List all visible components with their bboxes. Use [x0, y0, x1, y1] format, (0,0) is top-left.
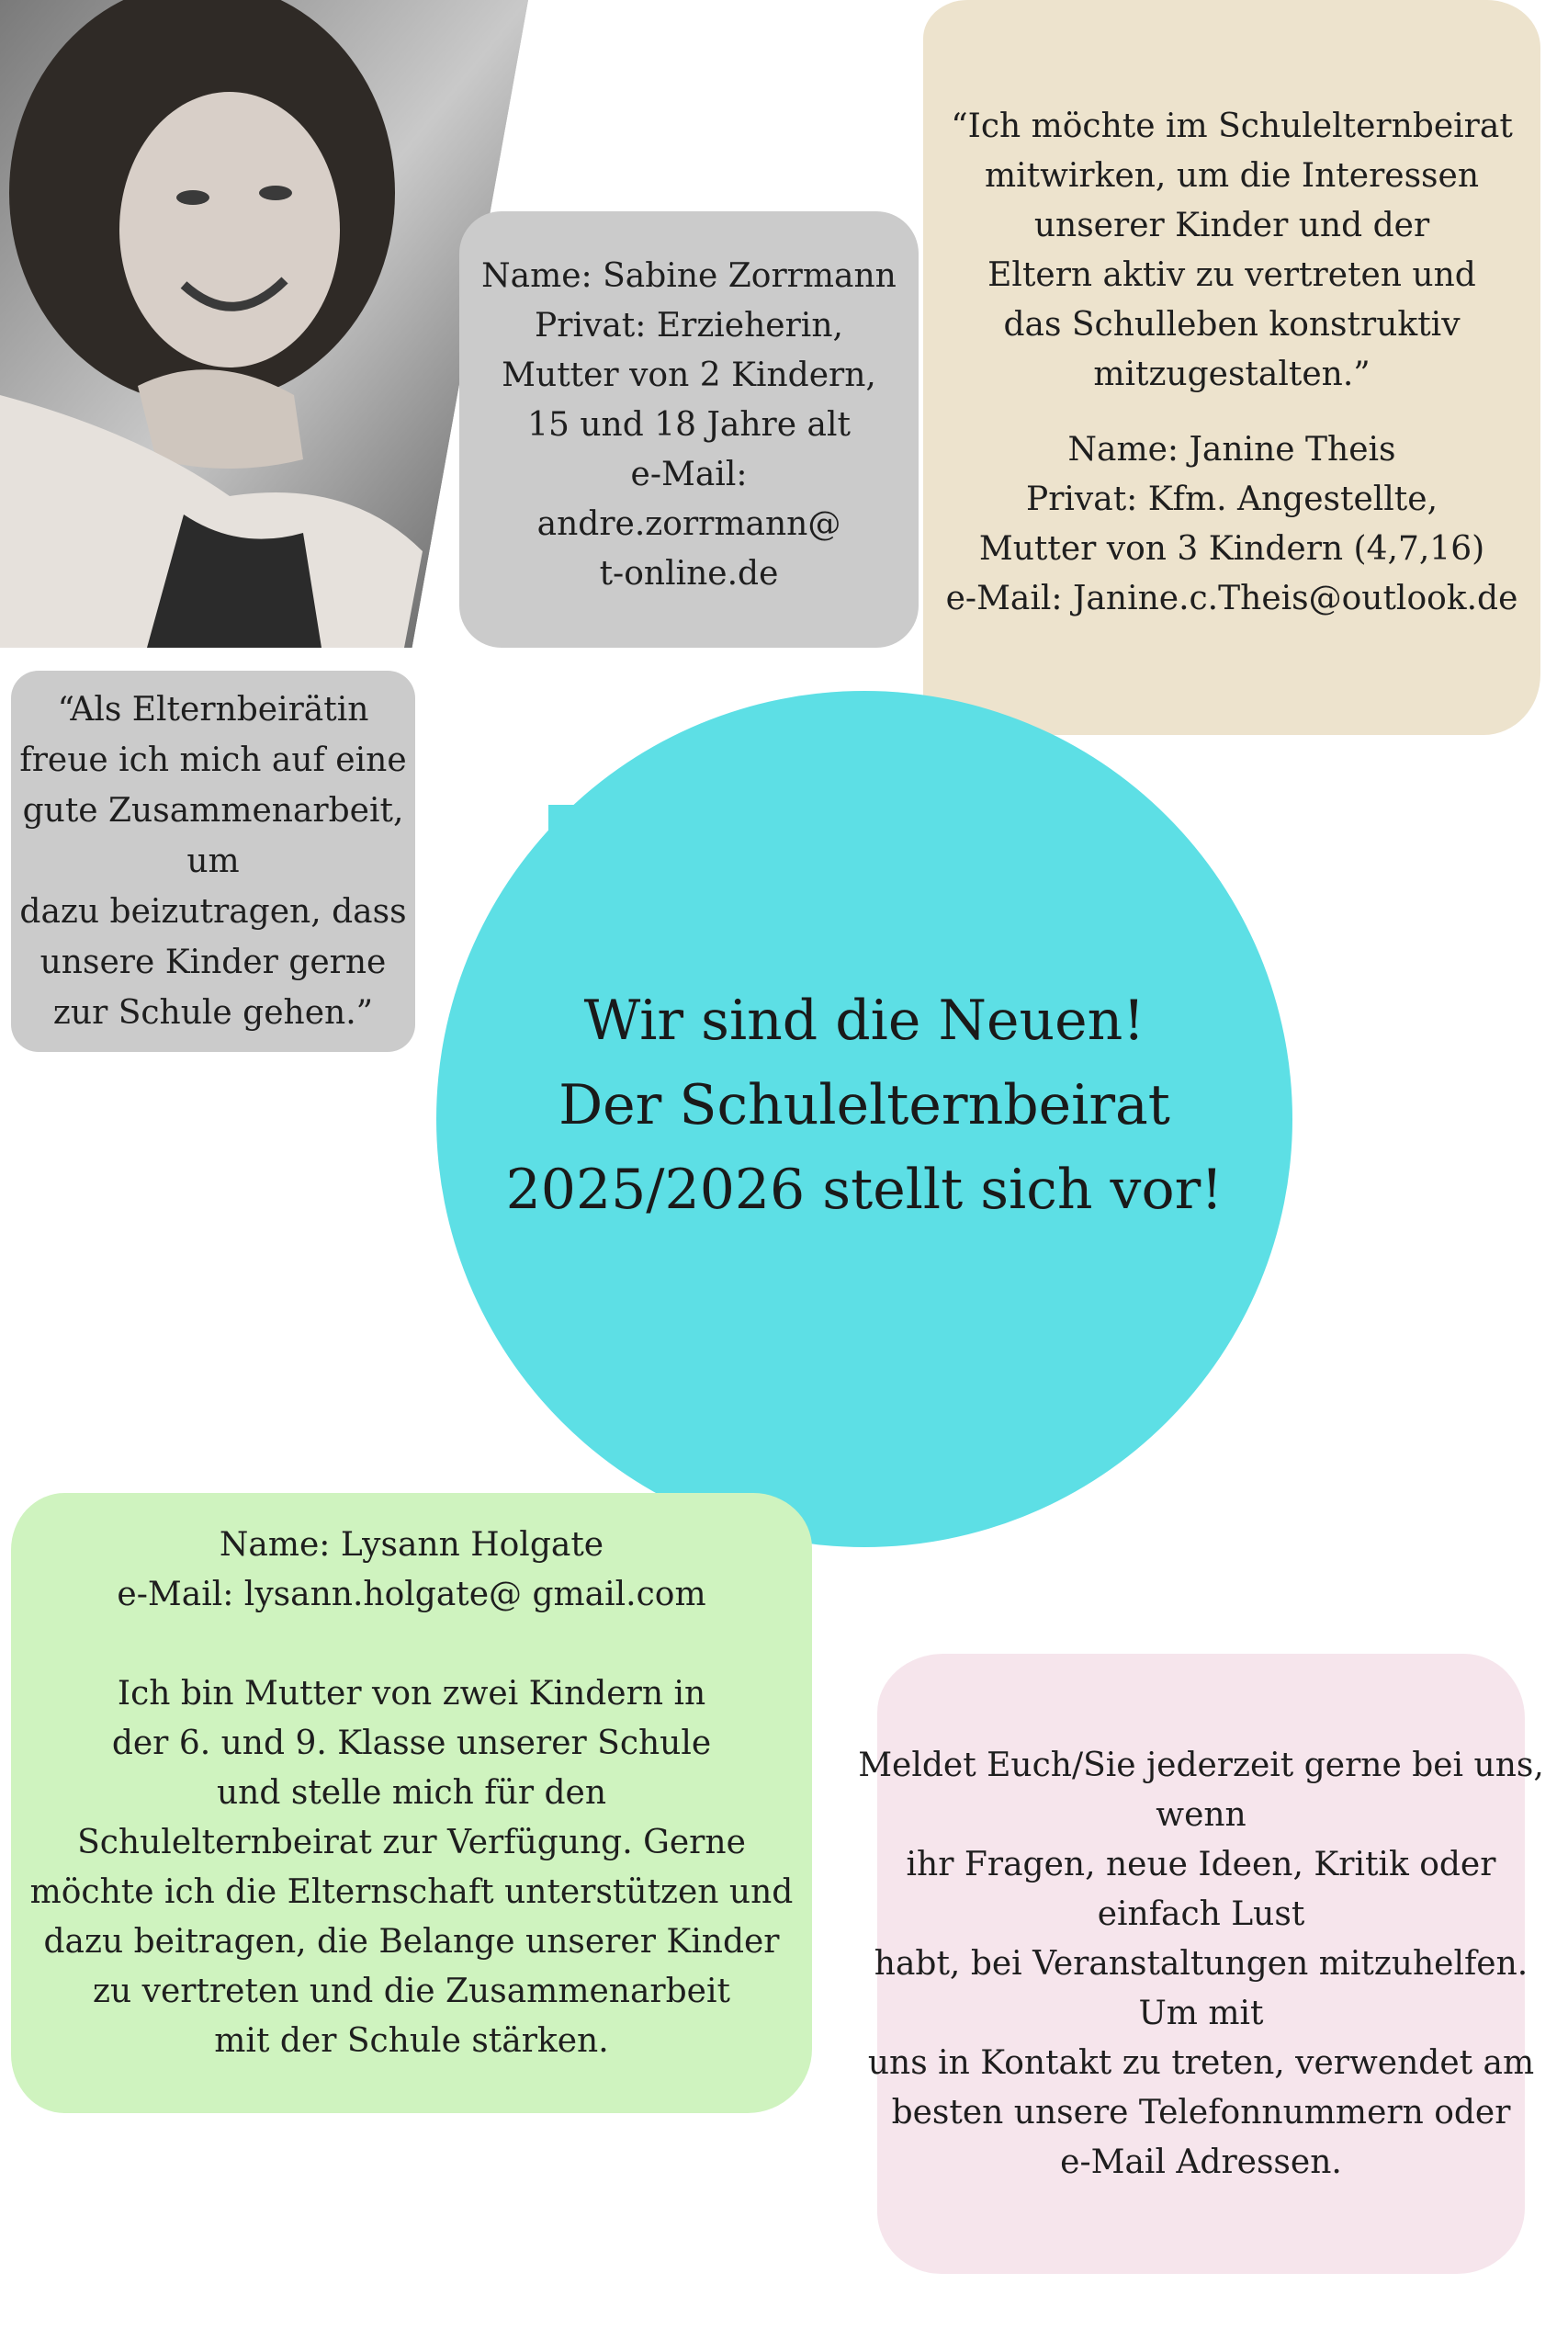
- quote-line: unsere Kinder gerne: [39, 944, 387, 981]
- sabine-email-part2: t-online.de: [599, 554, 779, 593]
- title-line-3: 2025/2026 stellt sich vor!: [505, 1158, 1224, 1222]
- lysann-text-line: Ich bin Mutter von zwei Kindern in: [117, 1675, 706, 1713]
- sabine-children: Mutter von 2 Kindern,: [502, 356, 876, 394]
- contact-line: Um mit: [1138, 1994, 1264, 2032]
- lysann-text-line: zu vertreten und die Zusammenarbeit: [93, 1973, 730, 2010]
- elternbeiraetin-quote-card: [11, 671, 415, 1052]
- portrait-illustration: [0, 0, 528, 648]
- title-line-2: Der Schulelternbeirat: [558, 1073, 1170, 1137]
- lysann-info-card: [11, 1493, 812, 2113]
- sabine-email-label: e-Mail:: [630, 455, 748, 493]
- sabine-occupation: Privat: Erzieherin,: [535, 306, 843, 345]
- page-title: [436, 978, 1292, 1232]
- portrait-photo: [0, 0, 528, 648]
- sabine-info-card: [459, 211, 919, 648]
- janine-quote-line: mitzugestalten.”: [1093, 356, 1371, 393]
- lysann-name: Name: Lysann Holgate: [219, 1526, 604, 1564]
- contact-line: e-Mail Adressen.: [1060, 2143, 1342, 2181]
- sabine-children-ages: 15 und 18 Jahre alt: [527, 405, 851, 444]
- lysann-text-line: der 6. und 9. Klasse unserer Schule: [111, 1724, 712, 1762]
- janine-quote-line: das Schulleben konstruktiv: [1003, 306, 1461, 344]
- janine-name: Name: Janine Theis: [1067, 431, 1396, 469]
- janine-occupation: Privat: Kfm. Angestellte,: [1025, 481, 1438, 518]
- title-line-1: Wir sind die Neuen!: [583, 989, 1145, 1053]
- contact-line: ihr Fragen, neue Ideen, Kritik oder: [906, 1845, 1496, 1883]
- lysann-text-line: möchte ich die Elternschaft unterstützen und: [29, 1873, 794, 1911]
- quote-line: um: [186, 842, 240, 880]
- janine-quote-line: “Ich möchte im Schulelternbeirat: [951, 107, 1513, 145]
- quote-line: gute Zusammenarbeit,: [22, 792, 404, 830]
- contact-line: uns in Kontakt zu treten, verwendet am: [867, 2043, 1535, 2082]
- janine-info-card: [923, 0, 1540, 735]
- lysann-text-line: dazu beitragen, die Belange unserer Kinder: [43, 1923, 780, 1961]
- lysann-text-line: und stelle mich für den: [216, 1774, 607, 1812]
- contact-line: wenn: [1156, 1795, 1247, 1834]
- quote-line: dazu beizutragen, dass: [19, 893, 407, 931]
- janine-email[interactable]: e-Mail: Janine.c.Theis@outlook.de: [945, 580, 1518, 617]
- quote-line: “Als Elternbeirätin: [57, 691, 369, 729]
- contact-line: einfach Lust: [1097, 1894, 1305, 1933]
- circle-decoration: [548, 805, 576, 832]
- janine-children: Mutter von 3 Kindern (4,7,16): [978, 530, 1485, 568]
- janine-quote-line: unserer Kinder und der: [1033, 207, 1430, 244]
- sabine-email-part1: andre.zorrmann@: [536, 504, 841, 543]
- contact-invitation-card: [858, 1654, 1544, 2274]
- janine-quote-line: mitwirken, um die Interessen: [984, 157, 1480, 195]
- lysann-text-line: mit der Schule stärken.: [214, 2022, 609, 2060]
- janine-quote-line: Eltern aktiv zu vertreten und: [987, 256, 1476, 294]
- sabine-name: Name: Sabine Zorrmann: [481, 256, 897, 295]
- lysann-email[interactable]: e-Mail: lysann.holgate@ gmail.com: [117, 1576, 706, 1613]
- contact-line: besten unsere Telefonnummern oder: [891, 2093, 1511, 2132]
- quote-line: freue ich mich auf eine: [19, 741, 407, 779]
- contact-line: habt, bei Veranstaltungen mitzuhelfen.: [874, 1944, 1529, 1983]
- contact-line: Meldet Euch/Sie jederzeit gerne bei uns,: [858, 1746, 1544, 1784]
- lysann-text-line: Schulelternbeirat zur Verfügung. Gerne: [77, 1824, 746, 1861]
- quote-line: zur Schule gehen.”: [52, 994, 374, 1032]
